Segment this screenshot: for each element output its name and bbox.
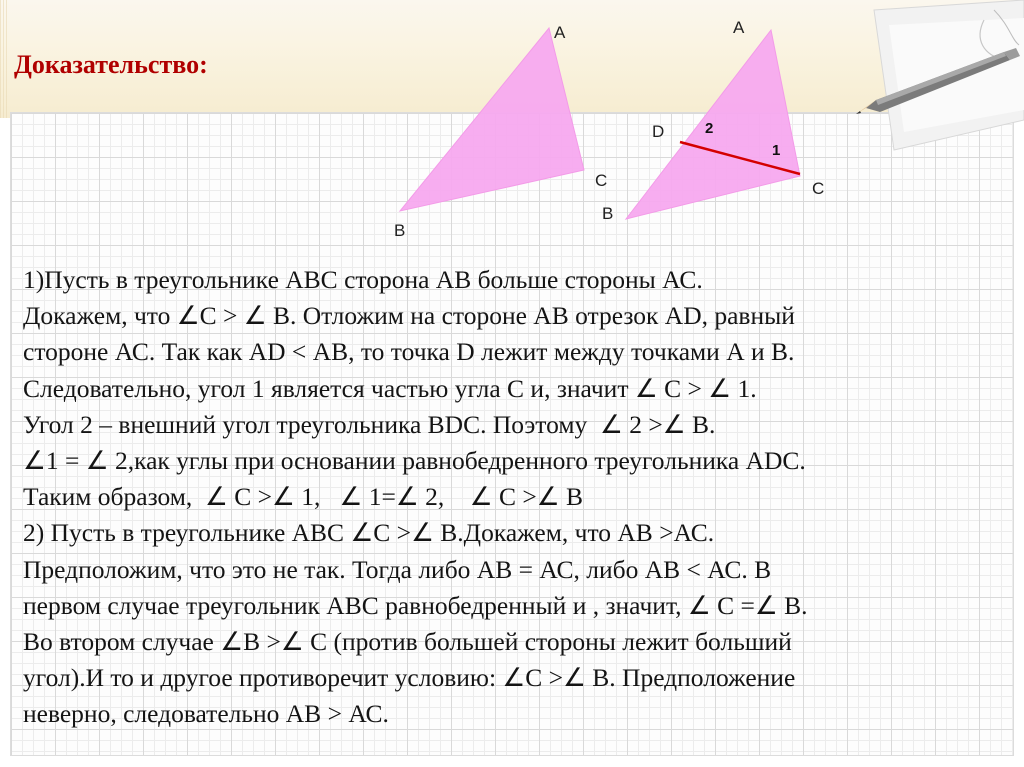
vertex-label-c: C [595,171,608,190]
page-title: Доказательство: [14,50,208,79]
proof-line: первом случае треугольник АВС равнобедренный и , значит, ∠ С =∠ В. [23,590,808,620]
proof-line: ∠1 = ∠ 2,как углы при основании равнобедренного треугольника АDС. [23,446,806,476]
proof-line: 1)Пусть в треугольнике АВС сторона АВ больше стороны АС. [23,265,703,294]
proof-line: Докажем, что ∠С > ∠ В. Отложим на стороне АВ отрезок АD, равный [23,301,795,331]
vertex-label-a: A [733,18,745,37]
proof-line: Угол 2 – внешний угол треугольника ВDС. Поэтому ∠ 2 >∠ В. [23,409,716,439]
vertex-label-b: B [394,221,406,240]
proof-line: стороне АС. Так как АD < АВ, то точка D лежит между точками А и В. [23,337,795,367]
triangle-abc-right [602,18,824,223]
proof-text [23,262,1008,733]
vertex-label-d: D [652,122,665,141]
triangle-abc-left [394,23,607,240]
proof-line: угол).И то и другое противоречит условию: ∠С >∠ В. Предположение [23,663,796,693]
vertex-label-a: A [554,23,566,42]
proof-line: неверно, следовательно АВ > АС. [23,699,389,729]
proof-line: Следовательно, угол 1 является частью угла С и, значит ∠ С > ∠ 1. [23,373,757,403]
proof-line: Во втором случае ∠В >∠ С (против большей стороны лежит больший [23,627,792,657]
angle-label-2: 2 [705,120,714,137]
angle-label-1: 1 [772,142,781,159]
triangles-figure [0,0,1024,260]
proof-line: Предположим, что это не так. Тогда либо АВ = АС, либо АВ < АС. В [23,554,772,584]
proof-line: 2) Пусть в треугольнике АВС ∠С >∠ В.Докажем, что АВ >АС. [23,518,715,548]
vertex-label-c: C [812,179,825,198]
vertex-label-b: B [602,204,614,223]
proof-line: Таким образом, ∠ С >∠ 1, ∠ 1=∠ 2, ∠ С >∠ В [23,482,584,512]
